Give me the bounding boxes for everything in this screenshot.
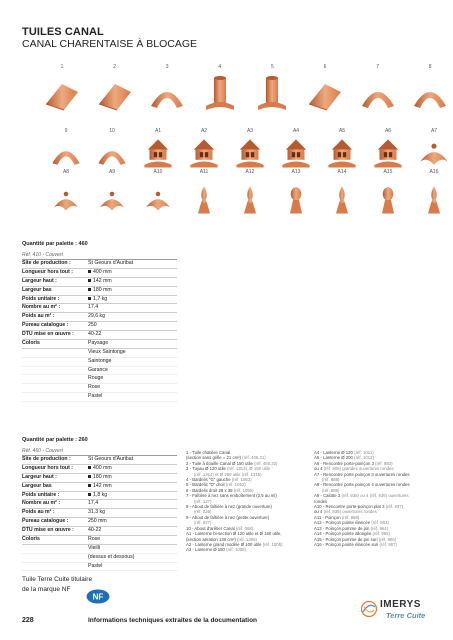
- spec-row: [22, 527, 177, 536]
- legend-ref: (réf. 1314) et Ø 280 utile (réf. 1315): [194, 471, 262, 477]
- legend-text: 2 - Tuile à douille Canal Ø 150 utile: [186, 460, 255, 466]
- tile-label-a16: A16: [429, 169, 439, 175]
- page-subtitle: CANAL CHARENTAISE À BLOCAGE: [22, 38, 198, 50]
- legend-ref: (réf. 1012): [354, 455, 374, 461]
- color-option: Saintonge: [22, 358, 177, 367]
- legend-ref: (réf. 450.32): [254, 460, 278, 466]
- tile-image-3: [147, 74, 187, 114]
- spec-row: [22, 287, 177, 296]
- spec-row: [22, 456, 177, 465]
- tile-image-a4: [279, 136, 313, 170]
- tile-label-a6: A6: [384, 128, 392, 134]
- legend-text: A12 - Poinçon pointe élancée: [314, 520, 372, 526]
- spec-value-text: Rose: [88, 536, 101, 543]
- legend-ref: (réf. 967): [379, 541, 397, 547]
- legend-item: [186, 547, 311, 552]
- spec-row: [22, 278, 177, 287]
- legend-ref: (réf. 937): [385, 504, 404, 510]
- spec-value: [88, 456, 177, 464]
- legend-ref: (réf. 938) ouvertures rondes: [323, 509, 377, 515]
- spec-key: Nombre au m² :: [22, 304, 61, 311]
- tile-label-a11: A11: [199, 169, 209, 175]
- nf-logo-text: NF: [92, 592, 104, 602]
- tile-label-4: 4: [218, 64, 222, 70]
- spec-row: [22, 304, 177, 313]
- spec-value: [88, 536, 177, 544]
- tile-label-9: 9: [64, 128, 68, 134]
- nf-text-line-1: Tuile Terre Cuite titulaire: [22, 576, 93, 583]
- legend-text: 4 - Bardelis "G" gauche: [186, 477, 232, 483]
- tile-label-5: 5: [271, 64, 274, 70]
- legend-text: A16 - Poinçon pointe élancée suri: [314, 541, 380, 547]
- tile-image-6: [305, 74, 345, 114]
- spec-row: [22, 465, 177, 474]
- legend-text: 3 - Tuyau Ø 120 utile: [186, 466, 228, 472]
- tile-image-a13: [281, 178, 311, 222]
- spec-key: Nombre au m² :: [22, 500, 61, 507]
- spec-key: Poids au m² :: [22, 313, 55, 320]
- spec-value-text: 17,4: [88, 304, 99, 311]
- legend-ref: (réf. 958): [341, 514, 360, 520]
- tile-image-a6: [371, 136, 405, 170]
- product-ref-2: Réf. 460 - Couvert: [22, 448, 63, 454]
- legend-left: [186, 450, 311, 553]
- spec-key: Coloris: [22, 340, 40, 347]
- spec-value-text: 250: [88, 322, 97, 329]
- tile-image-a7: [417, 136, 451, 170]
- spec-value: [88, 304, 177, 312]
- legend-text: A14 - Poinçon pointe allongée: [314, 531, 373, 537]
- spec-value-text: 400 mm: [93, 464, 112, 471]
- page-number: 228: [22, 617, 34, 624]
- spec-key: DTU mise en œuvre :: [22, 331, 74, 338]
- spec-value-text: St Geours d'Auribat: [88, 456, 134, 462]
- spec-table-1: [22, 259, 177, 402]
- spec-key: DTU mise en œuvre :: [22, 527, 74, 534]
- spec-value: [88, 527, 177, 535]
- color-option: Vieux Saintonge: [22, 349, 177, 358]
- bullet-icon: [88, 270, 91, 273]
- tile-label-2: 2: [113, 64, 116, 70]
- legend-ref: (réf. 964): [370, 525, 389, 531]
- spec-row: [22, 536, 177, 545]
- spec-value-text: 1,7 kg: [93, 295, 108, 302]
- bullet-icon: [88, 484, 91, 487]
- legend-text: A15 - Poinçon pomme de pin suri: [314, 536, 379, 542]
- legend-text: ou 4: [314, 509, 324, 515]
- spec-row: [22, 509, 177, 518]
- legend-ref: (réf. 883): [375, 460, 393, 466]
- tile-image-a3: [233, 136, 267, 170]
- nf-text-line-2: de la marque NF: [22, 586, 71, 593]
- tile-image-a11: [189, 178, 219, 222]
- spec-value-text: St Geours d'Auribat: [88, 260, 134, 266]
- tile-image-10: [95, 136, 129, 170]
- legend-ref: (réf. 889): [322, 487, 340, 493]
- tile-image-a16: [419, 178, 449, 222]
- spec-row: [22, 518, 177, 527]
- spec-row: [22, 260, 177, 269]
- spec-row: [22, 492, 177, 501]
- legend-text: 5 - Bardelis "D" droit: [186, 482, 226, 488]
- spec-table-2: [22, 455, 177, 571]
- legend-text: A13 - Poinçon pomme de pin: [314, 525, 371, 531]
- legend-ref: (réf. 905) grandes ouvertures rondes: [323, 466, 394, 472]
- legend-text: A5 - Lanterne Ø 200: [314, 455, 355, 461]
- color-option: Vieilli: [22, 545, 177, 554]
- legend-text: A1 - Lanterne bi-section Ø 120 utile et Ø 150 utile,: [186, 531, 282, 537]
- spec-key: Longueur hors tout :: [22, 268, 74, 275]
- spec-value-text: Paysage: [88, 340, 109, 347]
- spec-row: [22, 296, 177, 305]
- tile-label-a14: A14: [337, 169, 347, 175]
- bullet-icon: [88, 288, 91, 291]
- tile-image-7: [358, 74, 398, 114]
- spec-key: Pureau catalogue :: [22, 322, 69, 329]
- spec-value: [88, 483, 177, 491]
- spec-value-text: 400 mm: [93, 268, 112, 275]
- legend-ref: (réf. 127): [194, 498, 212, 504]
- tile-image-a1: [141, 136, 175, 170]
- legend-ref: (réf. 1005): [262, 541, 283, 547]
- spec-row: [22, 269, 177, 278]
- spec-key: Largeur haut :: [22, 473, 57, 480]
- color-option: Pastel: [22, 563, 177, 572]
- tile-label-6: 6: [323, 64, 327, 70]
- product-ref-1: Réf. 410 - Couvert: [22, 252, 63, 258]
- color-option: (dessus et dessous): [22, 554, 177, 563]
- legend-text: 9 - About de faîtière à nez (petite ouverture): [186, 514, 270, 520]
- legend-text: ou 4: [314, 466, 324, 472]
- spec-value: [88, 474, 177, 482]
- spec-key: Coloris: [22, 536, 40, 543]
- tile-label-a3: A3: [246, 128, 254, 134]
- legend-text: rondes: [314, 498, 328, 504]
- spec-value: [88, 340, 177, 348]
- legend-text: A2 - Lanterne grand modèle Ø 100 utile: [186, 541, 263, 547]
- spec-value-text: 142 mm: [93, 277, 112, 284]
- legend-text: 6 - Bardelis droit 28 x 38: [186, 487, 234, 493]
- spec-key: Site de production :: [22, 456, 71, 462]
- tile-label-a5: A5: [338, 128, 346, 134]
- legend-ref: (réf. 1011): [354, 450, 374, 455]
- legend-text: A9 - Calotte 3: [314, 493, 342, 499]
- spec-value: [88, 518, 177, 526]
- tile-label-10: 10: [109, 128, 115, 134]
- tile-image-9: [49, 136, 83, 170]
- spec-key: Largeur haut :: [22, 277, 57, 284]
- legend-ref: (réf. 963): [371, 520, 389, 526]
- color-option: Pastel: [22, 393, 177, 402]
- tile-label-a12: A12: [245, 169, 255, 175]
- tile-image-a5: [325, 136, 359, 170]
- bullet-icon: [88, 493, 91, 496]
- tile-image-a12: [235, 178, 265, 222]
- tile-image-a10: [143, 178, 173, 222]
- spec-row: [22, 340, 177, 349]
- spec-value: [88, 260, 177, 268]
- legend-ref: (réf. 1052): [225, 482, 246, 488]
- legend-ref: (réf. 935) ou 4 (réf. 936) ouvertures: [341, 493, 409, 499]
- spec-value-text: 40-22: [88, 527, 102, 534]
- tile-label-a9: A9: [108, 169, 116, 175]
- tile-label-1: 1: [60, 64, 64, 70]
- spec-value: [88, 465, 177, 473]
- tile-label-a13: A13: [291, 169, 301, 175]
- legend-text: A10 - Rencontre porte-poinçon plat 3: [314, 504, 386, 510]
- bullet-icon: [88, 297, 91, 300]
- brand-subtitle: Terre Cuite: [386, 611, 426, 620]
- spec-value-text: 17,4: [88, 500, 99, 507]
- pallet-quantity-2: Quantité par palette : 260: [22, 437, 88, 443]
- legend-text: A4 - Lanterne Ø 120: [314, 450, 355, 455]
- spec-value-text: 180 mm: [93, 286, 112, 293]
- color-option: Rose: [22, 384, 177, 393]
- bullet-icon: [88, 466, 91, 469]
- legend-text: (section aération 130 cm²): [186, 536, 238, 542]
- spec-key: Poids au m² :: [22, 509, 55, 516]
- spec-value: [88, 322, 177, 330]
- spec-value: [88, 331, 177, 339]
- legend-text: (section sans grille = 21 cm²): [186, 455, 243, 461]
- legend-ref: (réf. 027): [194, 520, 212, 526]
- spec-row: [22, 331, 177, 340]
- spec-key: Pureau catalogue :: [22, 518, 69, 525]
- footer-caption: Informations techniques extraites de la documentation: [88, 617, 258, 624]
- spec-row: [22, 322, 177, 331]
- legend-text: A6 - Rencontre porte-poinçon 3: [314, 460, 376, 466]
- spec-row: [22, 500, 177, 509]
- legend-text: 10 - About d'arêtier Canal: [186, 525, 236, 531]
- tile-image-a9: [97, 178, 127, 222]
- tile-label-a7: A7: [430, 128, 438, 134]
- legend-ref: (réf. 1053): [231, 477, 252, 483]
- legend-ref: (réf. 406.21): [242, 455, 266, 461]
- legend-ref: (réf. 965): [372, 531, 390, 537]
- spec-value-text: 180 mm: [93, 473, 112, 480]
- tile-label-a10: A10: [153, 169, 163, 175]
- color-option: Garance: [22, 367, 177, 376]
- legend-ref: (réf. 026): [194, 509, 212, 515]
- spec-value-text: 1,8 kg: [93, 491, 108, 498]
- legend-text: 7 - Faîtière à nez sans emboîtement (2,5 au ml): [186, 493, 277, 499]
- legend-ref: (réf. 1009): [226, 547, 246, 553]
- legend-text: 8 - About de faîtière à nez (grande ouverture): [186, 504, 272, 510]
- spec-value: [88, 287, 177, 295]
- tile-label-3: 3: [165, 64, 169, 70]
- brand-name: IMERYS: [380, 599, 421, 610]
- spec-value: [88, 509, 177, 517]
- legend-text: A8 - Rencontre porte poinçon 4 ouvertures rondes: [314, 482, 410, 488]
- tile-image-a8: [51, 178, 81, 222]
- tile-image-a15: [373, 178, 403, 222]
- spec-value-text: 31,3 kg: [88, 509, 106, 516]
- legend-text: A3 - Lanterne Ø 150: [186, 547, 227, 553]
- spec-value-text: 40-22: [88, 331, 102, 338]
- tile-label-a2: A2: [200, 128, 208, 134]
- legend-text: 1 - Tuile chatière Canal: [186, 450, 231, 455]
- legend-right: [314, 450, 439, 547]
- tile-label-a1: A1: [154, 128, 162, 134]
- tile-image-4: [200, 74, 240, 114]
- page-title: TUILES CANAL: [22, 26, 104, 38]
- spec-value: [88, 296, 177, 304]
- legend-item: [314, 542, 439, 547]
- spec-value-text: 29,6 kg: [88, 313, 106, 320]
- spec-key: Site de production :: [22, 260, 71, 266]
- spec-value: [88, 500, 177, 508]
- pallet-quantity-1: Quantité par palette : 460: [22, 241, 88, 247]
- spec-key: Longueur hors tout :: [22, 464, 74, 471]
- tile-label-a8: A8: [62, 169, 70, 175]
- spec-key: Poids unitaire :: [22, 295, 60, 302]
- spec-row: [22, 474, 177, 483]
- spec-value: [88, 278, 177, 286]
- tile-image-5: [252, 74, 292, 114]
- legend-ref: (réf. 888): [322, 477, 340, 483]
- tile-label-8: 8: [428, 64, 432, 70]
- tile-label-a15: A15: [383, 169, 393, 175]
- legend-ref: (réf. 1313), Ø 150 utile: [227, 466, 271, 472]
- legend-ref: (réf. 1050): [233, 487, 254, 493]
- legend-text: A11 - Poinçon: [314, 514, 342, 520]
- spec-row: [22, 313, 177, 322]
- bullet-icon: [88, 475, 91, 478]
- tile-label-a4: A4: [292, 128, 300, 134]
- nf-logo-icon: [86, 589, 110, 604]
- legend-ref: (réf. 068): [235, 525, 254, 531]
- spec-key: Largeur bas: [22, 286, 52, 293]
- bullet-icon: [88, 279, 91, 282]
- spec-key: Largeur bas: [22, 482, 52, 489]
- spec-value: [88, 269, 177, 277]
- color-option: Rouge: [22, 375, 177, 384]
- tile-image-2: [95, 74, 135, 114]
- spec-row: [22, 483, 177, 492]
- spec-value-text: 142 mm: [93, 482, 112, 489]
- legend-text: A7 - Rencontre porte poinçon 3 ouvertures rondes: [314, 471, 410, 477]
- nf-certification-text: [22, 575, 92, 595]
- legend-ref: (réf. 1306): [237, 536, 257, 542]
- tile-label-7: 7: [376, 64, 379, 70]
- legend-ref: (réf. 966): [378, 536, 397, 542]
- tile-image-a2: [187, 136, 221, 170]
- tile-image-a14: [327, 178, 357, 222]
- tile-image-1: [42, 74, 82, 114]
- spec-value: [88, 313, 177, 321]
- spec-key: Poids unitaire :: [22, 491, 60, 498]
- spec-value-text: 250 mm: [88, 518, 107, 525]
- tile-image-8: [410, 74, 450, 114]
- spec-value: [88, 492, 177, 500]
